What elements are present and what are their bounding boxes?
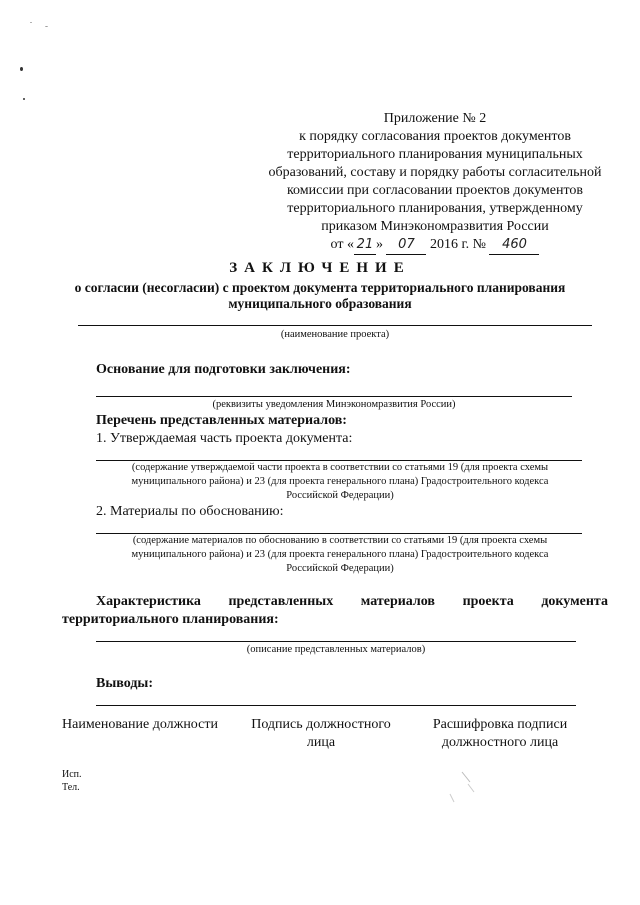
conclusions-line: [96, 705, 576, 706]
characteristic-word: проекта: [462, 594, 514, 609]
caption-line: Российской Федерации): [286, 563, 394, 574]
sign-label: Подпись должностного: [251, 717, 391, 732]
sign-label: лица: [306, 735, 336, 750]
scan-marks: [440, 770, 500, 810]
decode-label: Расшифровка подписи: [432, 717, 568, 732]
materials-heading: Перечень представленных материалов:: [96, 413, 347, 428]
appendix-date-line: [250, 236, 620, 255]
approved-part-caption: [80, 461, 600, 503]
appendix-line: территориального планирования, утвержденному: [287, 201, 583, 216]
scan-speck: [45, 26, 48, 27]
basis-caption: (реквизиты уведомления Минэкономразвития России): [212, 399, 456, 410]
caption-line: Российской Федерации): [286, 490, 394, 501]
date-prefix: от «: [330, 237, 354, 252]
appendix-line: комиссии при согласовании проектов документов: [286, 183, 584, 198]
appendix-block: [250, 110, 620, 255]
scan-speck: [23, 98, 25, 100]
characteristic-heading-line2: территориального планирования:: [62, 612, 279, 627]
signature-decode: [418, 716, 582, 752]
subtitle-line: муниципального образования: [228, 296, 412, 311]
characteristic-line: [96, 641, 576, 642]
characteristic-word: материалов: [360, 594, 435, 609]
basis-heading: Основание для подготовки заключения:: [96, 362, 351, 377]
appendix-line: к порядку согласования проектов документов: [299, 129, 571, 144]
caption-line: (содержание материалов по обоснованию в соответствии со статьями 19 (для проекта схемы: [132, 535, 548, 546]
appendix-line: приказом Минэкономразвития России: [321, 219, 549, 234]
project-name-line: [78, 325, 592, 326]
appendix-title: Приложение № 2: [383, 111, 487, 126]
date-mid: »: [375, 237, 387, 252]
signature-position: [62, 716, 232, 734]
decode-label: должностного лица: [441, 735, 559, 750]
date-day: 21: [354, 236, 376, 255]
subtitle-line: о согласии (несогласии) с проектом документа территориального планирования: [74, 280, 566, 295]
conclusions-heading: Выводы:: [96, 676, 154, 691]
appendix-line: территориального планирования муниципальных: [287, 147, 583, 162]
order-number: 460: [489, 236, 539, 255]
characteristic-word: представленных: [228, 594, 334, 609]
signature-sign: [244, 716, 398, 752]
phone-label: Тел.: [62, 782, 80, 793]
approved-part-label: 1. Утверждаемая часть проекта документа:: [96, 431, 353, 446]
characteristic-heading: [96, 594, 608, 610]
basis-line: [96, 396, 572, 397]
scan-speck: [20, 67, 23, 71]
caption-line: муниципального района) и 23 (для проекта генерального плана) Градостроительного кодекса: [131, 549, 549, 560]
position-label: Наименование должности: [62, 717, 218, 732]
caption-line: муниципального района) и 23 (для проекта генерального плана) Градостроительного кодекса: [131, 476, 549, 487]
document-subtitle: [40, 280, 600, 312]
date-year: 2016 г. №: [426, 237, 490, 252]
justification-caption: [80, 534, 600, 576]
justification-label: 2. Материалы по обоснованию:: [96, 504, 284, 519]
scan-speck: [30, 22, 32, 23]
characteristic-word: Характеристика: [96, 594, 201, 609]
executor-label: Исп.: [62, 769, 82, 780]
project-caption: (наименование проекта): [280, 329, 390, 340]
date-month: 07: [386, 236, 426, 255]
document-title: ЗАКЛЮЧЕНИЕ: [229, 260, 411, 276]
characteristic-caption: (описание представленных материалов): [246, 644, 426, 655]
appendix-line: образований, составу и порядку работы согласительной: [268, 165, 602, 180]
caption-line: (содержание утверждаемой части проекта в соответствии со статьями 19 (для проекта схемы: [131, 462, 549, 473]
characteristic-word: документа: [541, 594, 608, 609]
